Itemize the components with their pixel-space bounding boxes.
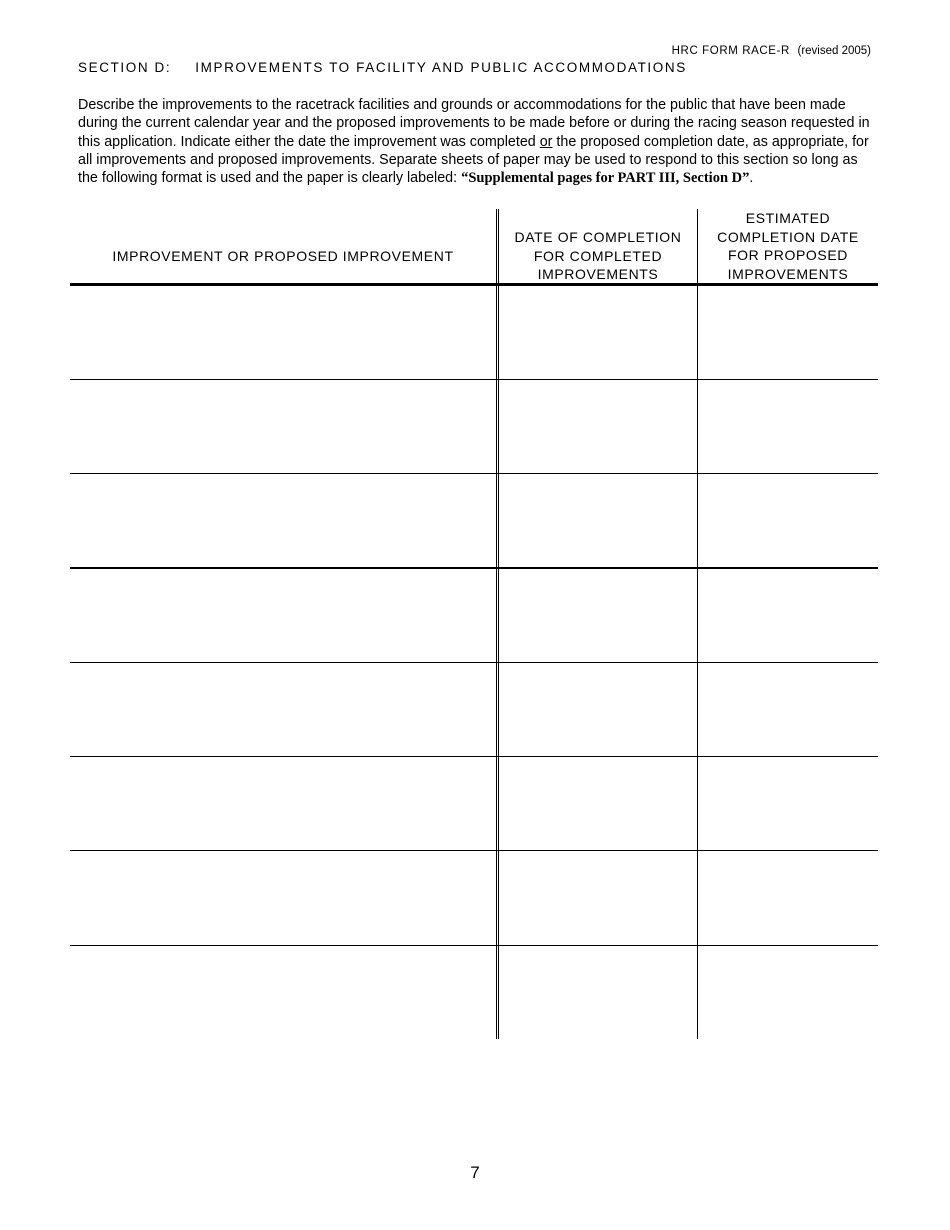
improvement-cell[interactable] <box>70 380 495 474</box>
column-header-line: IMPROVEMENTS <box>537 266 659 282</box>
instructions-trailing: . <box>749 170 754 187</box>
form-id-code: HRC FORM RACE-R <box>671 45 790 57</box>
improvement-cell[interactable] <box>70 946 495 1040</box>
column-header-line: IMPROVEMENTS <box>727 265 849 282</box>
column-header-line: COMPLETION DATE <box>717 228 859 245</box>
column-header-line: FOR COMPLETED <box>533 247 663 264</box>
table-row <box>70 286 878 380</box>
date-completed-cell[interactable] <box>499 286 696 380</box>
date-completed-cell[interactable] <box>499 757 696 851</box>
section-label: SECTION D: <box>78 60 172 75</box>
improvements-table <box>70 209 878 1039</box>
date-completed-cell[interactable] <box>499 946 696 1040</box>
column-header-line: ESTIMATED <box>745 210 831 226</box>
date-completed-cell[interactable] <box>499 851 696 945</box>
page-number: 7 <box>470 1163 480 1182</box>
improvement-cell[interactable] <box>70 286 495 380</box>
instructions-text-part1: Describe the improvements to the racetrack facilities and grounds or accommodations for the public that have been made during the current calendar year and the proposed improvements to be made before or during the racing season requested in this application. Indicate either the date the improvement was completed <box>78 97 870 150</box>
estimated-date-cell[interactable] <box>698 946 878 1040</box>
form-identifier <box>672 45 871 57</box>
estimated-date-cell[interactable] <box>698 757 878 851</box>
estimated-date-cell[interactable] <box>698 286 878 380</box>
section-heading <box>78 60 687 75</box>
table-row <box>70 569 878 663</box>
improvement-cell[interactable] <box>70 474 495 568</box>
form-revision: (revised 2005) <box>797 45 871 57</box>
estimated-date-cell[interactable] <box>698 569 878 663</box>
date-completed-cell[interactable] <box>499 663 696 757</box>
column-header-improvement <box>70 247 496 266</box>
improvement-cell[interactable] <box>70 851 495 945</box>
column-header-line: IMPROVEMENT OR PROPOSED IMPROVEMENT <box>112 248 454 264</box>
column-header-date-completed <box>498 228 698 284</box>
estimated-date-cell[interactable] <box>698 380 878 474</box>
supplemental-label: “Supplemental pages for PART III, Section D” <box>461 170 750 187</box>
table-row <box>70 663 878 757</box>
improvement-cell[interactable] <box>70 663 495 757</box>
instructions-text-part2: the proposed completion date, as appropriate, for all improvements and proposed improvements. Separate sheets of paper may be used to respond to this section so long as the following format is used and the paper is clearly labeled: <box>78 133 869 187</box>
table-row <box>70 946 878 1040</box>
table-row <box>70 380 878 474</box>
table-row <box>70 757 878 851</box>
estimated-date-cell[interactable] <box>698 474 878 568</box>
date-completed-cell[interactable] <box>499 474 696 568</box>
estimated-date-cell[interactable] <box>698 851 878 945</box>
date-completed-cell[interactable] <box>499 569 696 663</box>
improvement-cell[interactable] <box>70 757 495 851</box>
column-header-estimated-date <box>698 209 878 283</box>
section-title: IMPROVEMENTS TO FACILITY AND PUBLIC ACCOMMODATIONS <box>195 60 687 75</box>
column-header-line: FOR PROPOSED <box>728 247 848 263</box>
improvement-cell[interactable] <box>70 569 495 663</box>
column-header-line: DATE OF COMPLETION <box>514 229 682 245</box>
table-row <box>70 474 878 568</box>
date-completed-cell[interactable] <box>499 380 696 474</box>
instructions-paragraph <box>78 96 878 187</box>
estimated-date-cell[interactable] <box>698 663 878 757</box>
instructions-or-word: or <box>539 133 553 150</box>
table-row <box>70 851 878 945</box>
